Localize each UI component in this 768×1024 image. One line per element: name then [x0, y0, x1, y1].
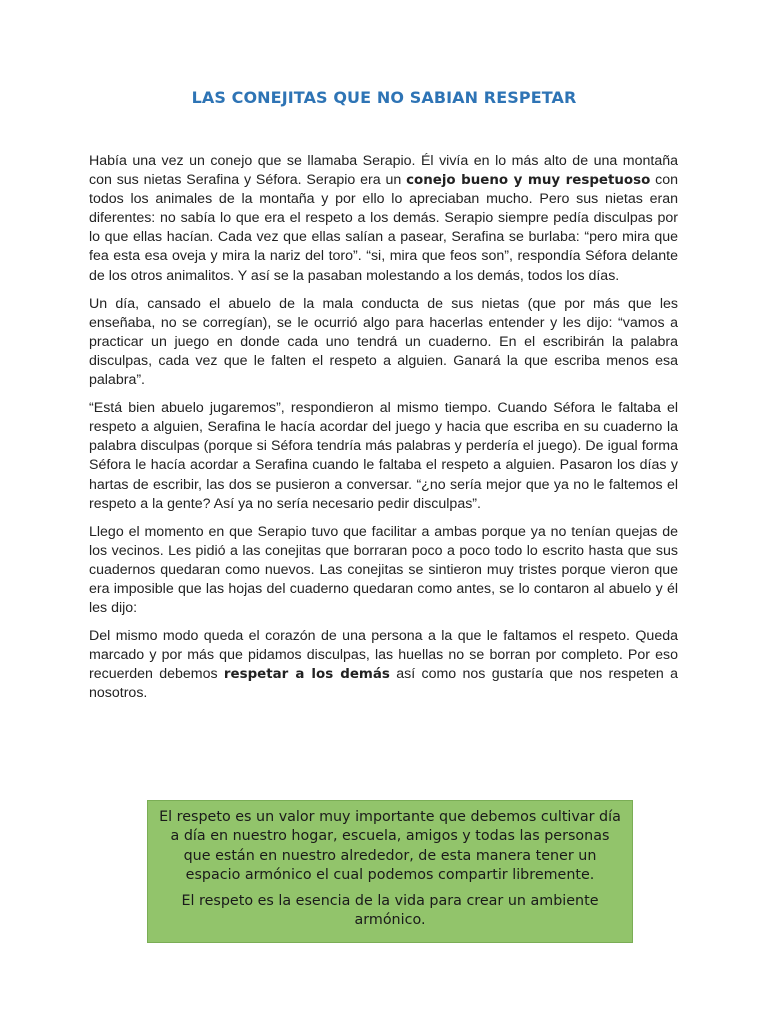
callout-paragraph-1: El respeto es un valor muy importante que debemos cultivar día a día en nuestro hogar, escuela, amigos y todas las personas que están en nuestro alrededor, de esta manera tener un espacio armónico el cual podemos compartir libremente. [159, 809, 621, 883]
paragraph-5-bold: respetar a los demás [223, 667, 390, 683]
paragraph-5-text-before: Del mismo modo queda el corazón de una persona a la que le faltamos el respeto. Queda marcado y por más que pidamos disculpas, las huellas no se borran por completo. Por eso recuerden debemos [89, 628, 678, 683]
paragraph-3: “Está bien abuelo jugaremos”, respondieron al mismo tiempo. Cuando Séfora le faltaba el respeto a alguien, Serafina le hacía acordar del juego y hacia que escriba en su cuaderno la palabra disculpas (porque si Séfora tendría más palabras y perdería el juego). De igual forma Séfora le hacía acordar a Serafina cuando le faltaba el respeto a alguien. Pasaron los días y hartas de escribir, las dos se pusieron a conversar. “¿no sería mejor que ya no le faltemos el respeto a la gente? Así ya no sería necesario pedir disculpas”. [89, 400, 678, 512]
moral-callout-box [147, 800, 633, 943]
paragraph-1-text-before: Había una vez un conejo que se llamaba Serapio. Él vivía en lo más alto de una montaña con sus nietas Serafina y Séfora. Serapio era un [89, 153, 678, 189]
paragraph-2: Un día, cansado el abuelo de la mala conducta de sus nietas (que por más que les enseñaba, no se corregían), se le ocurrió algo para hacerlas entender y les dijo: “vamos a practicar un juego en donde cada uno tendrá un cuaderno. En el escribirán la palabra disculpas, cada vez que le falten el respeto a alguien. Ganará la que escriba menos esa palabra”. [89, 295, 678, 389]
paragraph-1-bold: conejo bueno y muy respetuoso [406, 173, 651, 189]
paragraph-4: Llego el momento en que Serapio tuvo que facilitar a ambas porque ya no tenían quejas de los vecinos. Les pidió a las conejitas que borraran poco a poco todo lo escrito hasta que sus cuadernos quedaran como nuevos. Las conejitas se sintieron muy tristes porque vieron que era imposible que las hojas del cuaderno quedaran como antes, se lo contaron al abuelo y él les dijo: [89, 523, 678, 617]
story-body [89, 152, 678, 713]
paragraph-1 [89, 152, 678, 286]
callout-paragraph-2: El respeto es la esencia de la vida para crear un ambiente armónico. [181, 893, 599, 929]
document-title: LAS CONEJITAS QUE NO SABIAN RESPETAR [191, 88, 577, 107]
paragraph-1-text-after: con todos los animales de la montaña y por ello lo apreciaban mucho. Pero sus nietas eran diferentes: no sabía lo que era el respeto a los demás. Serapio siempre pedía disculpas por lo que ellas hacían. Cada vez que ellas salían a pasear, Serafina se burlaba: “pero mira que fea esta esa oveja y mira la nariz del toro”. “si, mira que feos son”, respondía Séfora delante de los otros animalitos. Y así se la pasaban molestando a los demás, todos los días. [89, 172, 678, 284]
paragraph-5 [89, 627, 678, 703]
paragraph-5-text-after: así como nos gustaría que nos respeten a nosotros. [89, 666, 678, 702]
